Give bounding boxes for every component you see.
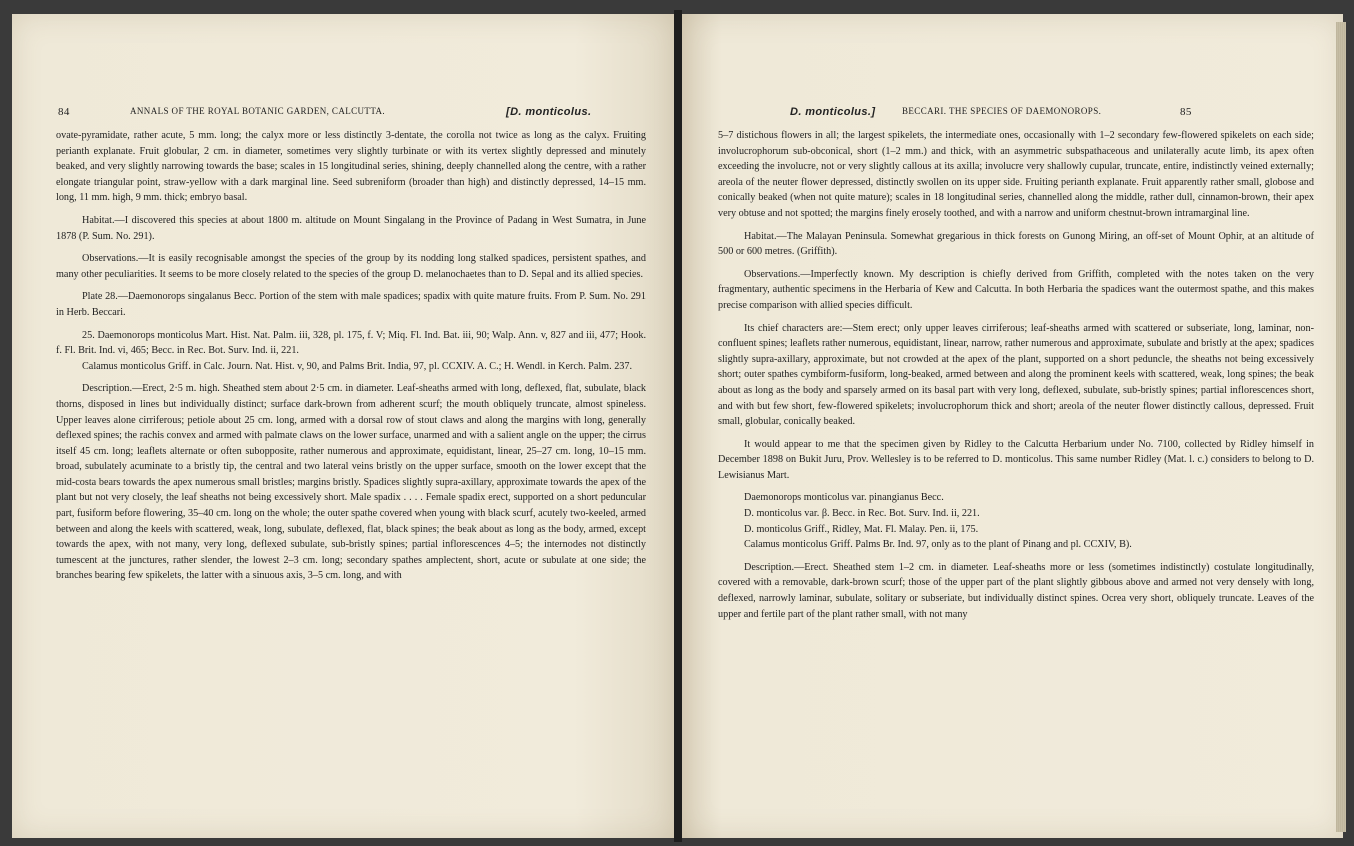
paragraph: D. monticolus var. β. Becc. in Rec. Bot. Surv. Ind. ii, 221. [744, 508, 980, 520]
right-page-text [718, 128, 1314, 622]
book-gutter [674, 10, 682, 842]
paragraph: Calamus monticolus Griff. Palms Br. Ind. 97, only as to the plant of Pinang and pl. CCXIV, B). [744, 539, 1132, 551]
right-page [682, 14, 1343, 838]
right-running-head: BECCARI. THE SPECIES OF DAEMONOROPS. [902, 106, 1102, 116]
left-page [12, 14, 674, 838]
left-page-text [56, 128, 646, 584]
paragraph: Daemonorops monticolus var. pinangianus Becc. [744, 492, 944, 504]
paragraph: 5–7 distichous flowers in all; the largest spikelets, the intermediate ones, occasionally with 1–2 secondary few-flowered spikelets on each side; involucrophorum sub-obconical, short (1–2 mm.) and thick, with an asymmetric subspathaceous and unilaterally acute limb, its apex often exceeding the involucre, not or very slightly callous at its axilla; involucre very shallowly cupular, truncate, entire, indistinctly veined externally; areola of the neuter flower depressed, distinctly swollen on its upper side. Fruiting perianth explanate. Fruit apparently rather small, globose and conically beaked (when not quite mature); scales in 18 longitudinal series, channelled along the middle, rather dull, cinnamon-brown, their apex very obtuse and not spotted; the margins finely erosely toothed, and with a narrow and uniform chestnut-brown intramarginal line. [718, 130, 1314, 219]
paragraph: Habitat.—I discovered this species at about 1800 m. altitude on Mount Singalang in the Province of Padang in West Sumatra, in June 1878 (P. Sum. No. 291). [56, 214, 646, 242]
paragraph: Observations.—It is easily recognisable amongst the species of the group by its nodding long stalked spadices, persistent spathes, and many other peculiarities. It seems to be more closely related to the species of the group D. melanochaetes than to D. Sepal and its allied species. [56, 253, 646, 280]
paragraph: Habitat.—The Malayan Peninsula. Somewhat gregarious in thick forests on Gunong Miring, an off-set of Mount Ophir, at an altitude of 500 or 600 metres. (Griffith). [718, 230, 1314, 258]
page-edges [1336, 22, 1346, 832]
paragraph: ovate-pyramidate, rather acute, 5 mm. long; the calyx more or less distinctly 3-dentate, the corolla not twice as long as the calyx. Fruiting perianth explanate. Fruit globular, 2 cm. in diameter, sometimes very slightly turbinate or with its vertex slightly depressed and minutely beaked, and very slightly narrowing towards the base; scales in 15 longitudinal series, shining, deeply channelled along the centre, with a rather elongate triangular point, straw-yellow with a dark marginal line. Seed subreniform (broader than high) and distinctly depressed, 14–15 mm. long, 11 mm. high, 9 mm. thick; embryo basal. [56, 130, 646, 204]
paragraph: Plate 28.—Daemonorops singalanus Becc. Portion of the stem with male spadices; spadix with quite mature fruits. From P. Sum. No. 291 in Herb. Beccari. [56, 291, 646, 318]
paragraph: D. monticolus Griff., Ridley, Mat. Fl. Malay. Pen. ii, 175. [744, 523, 979, 535]
left-page-number: 84 [58, 106, 70, 118]
left-taxon-head: [D. monticolus. [506, 106, 592, 118]
left-running-head: ANNALS OF THE ROYAL BOTANIC GARDEN, CALCUTTA. [130, 106, 386, 116]
paragraph: It would appear to me that the specimen given by Ridley to the Calcutta Herbarium under No. 7100, collected by Ridley himself in December 1898 on Bukit Juru, Prov. Wellesley is to be referred to D. monticolus. This same number Ridley (Mat. l. c.) considers to belong to D. Lewisianus Mart. [718, 438, 1314, 481]
paragraph: Calamus monticolus Griff. in Calc. Journ. Nat. Hist. v, 90, and Palms Brit. India, 97, pl. CCXIV. A. C.; H. Wendl. in Kerch. Palm. 237. [82, 360, 633, 372]
paragraph: Description.—Erect, 2·5 m. high. Sheathed stem about 2·5 cm. in diameter. Leaf-sheaths armed with long, deflexed, flat, subulate, black thorns, disposed in lines but individually distinct; surface dark-brown from adherent scurf; the mouth obliquely truncate, almost spineless. Upper leaves alone cirriferous; petiole about 25 cm. long, armed with a dorsal row of stout claws and along the margins with long, generally deflexed spines; the rachis convex and armed with palmate claws on the lower surface, unarmed and with a salient angle on the upper; the cirrus itself 45 cm. long; leaflets alternate or often subopposite, rather numerous and approximate, equidistant, linear, 25–27 cm. long, 10–15 mm. broad, subulately acuminate to a bristly tip, the central and two lateral veins bristly on the upper surface, smooth on the lower except that the mid-costa bears towards the apex numerous small bristles; margins bristly. Spadices slightly supra-axillary, approximate towards the apex of the plant but not very closely, the leaf sheaths not being excessively short. Male spadix . . . . Female spadix erect, supported on a short peduncular part, fusiform before flowering, 35–40 cm. long on the whole; the outer spathe covered when young with black scurf, acutely two-keeled, armed between and along the keels with scattered, weak, long, subulate, deflexed, flat, black spines; the beak about as long as the body, armed, except towards the apex, with not many, very long, deflexed subulate, sub-bristly spines; partial inflorescences 4–5; the internodes not distinctly tumescent at the junctures, rather slender, the lowest 2–3 cm. long; secondary spathes amplectent, short, acute or subulate at one side; the branches bearing few spikelets, the latter with a sinuous axis, 3–5 cm. long, and with [56, 383, 646, 582]
right-taxon-head: D. monticolus.] [790, 106, 876, 118]
paragraph: 25. Daemonorops monticolus Mart. Hist. Nat. Palm. iii, 328, pl. 175, f. V; Miq. Fl. Ind. Bat. iii, 90; Walp. Ann. v, 827 and iii, 477; Hook. f. Fl. Brit. Ind. vi, 465; Becc. in Rec. Bot. Surv. Ind. ii, 221. [56, 329, 646, 357]
right-page-number: 85 [1180, 106, 1192, 118]
paragraph: Description.—Erect. Sheathed stem 1–2 cm. in diameter. Leaf-sheaths more or less (sometimes indistinctly) costulate longitudinally, covered with a removable, dark-brown scurf; those of the upper part of the plant slightly gibbous above and armed not very densely with long, deflexed, narrowly laminar, subulate, solitary or subseriate, but individually distinct spines. Ocrea very short, obliquely truncate. Leaves of the upper and fertile part of the plant rather small, with not many [718, 561, 1314, 620]
paragraph: Observations.—Imperfectly known. My description is chiefly derived from Griffith, completed with the notes taken on the very fragmentary, authentic specimens in the Herbaria of Kew and Calcutta. In both Herbaria the spadices want the outermost spathe, and this makes precise comparison with allied species difficult. [718, 268, 1314, 311]
paragraph: Its chief characters are:—Stem erect; only upper leaves cirriferous; leaf-sheaths armed with scattered or subseriate, long, laminar, non-confluent spines; leaflets rather numerous, equidistant, linear, narrow, rather numerous and approximate, subulate and bristly at the apex; spadices slightly supra-axillary, approximate, but not crowded at the apex of the plant, supported on a short peduncle, the sheaths not being excessively short; outer spathes cymbiform-fusiform, long-beaked, armed between and along the prominent keels with scattered, weak, long spines; the beak about as long as the body and sparsely armed on its basal part with very long, deflexed, subulate, sub-bristly spines; partial inflorescences short, and with but few short, few-flowered spikelets; involucrophorum thick and short; areola of the neuter flower distinctly callous, depressed. Fruit small, globular, conically beaked. [718, 322, 1314, 428]
